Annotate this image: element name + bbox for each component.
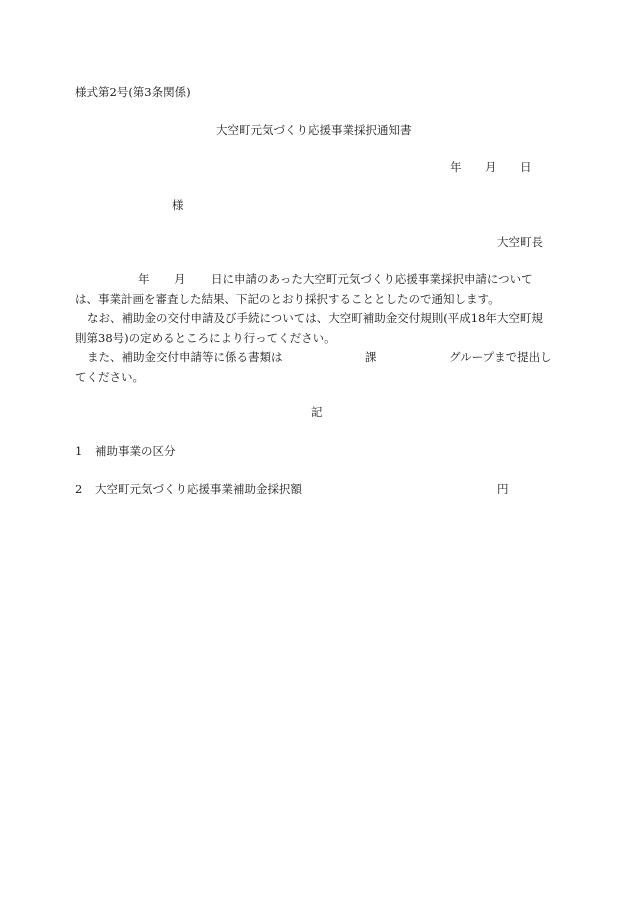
body-p1-rest: 日に申請のあった大空町元気づくり応援事業採択申請について [211,272,533,286]
date-day-label: 日 [520,160,532,174]
body-p2-line2: 則第38号)の定めるところにより行ってください。 [75,331,336,345]
item-unit: 円 [497,482,509,496]
addressee-suffix: 様 [172,198,184,212]
date-month-label: 月 [485,160,497,174]
body-p1-month: 月 [174,272,186,286]
document-title: 大空町元気づくり応援事業採択通知書 [216,123,412,137]
date-year-label: 年 [450,160,462,174]
item-number: 2 [75,482,83,496]
issuer-name: 大空町長 [497,235,543,249]
body-p2-line1: なお、補助金の交付申請及び手続については、大空町補助金交付規則(平成18年大空町規 [87,311,543,325]
body-p1-year: 年 [138,272,150,286]
body-p3-group: グループまで提出し [449,350,552,364]
body-p3-section: 課 [365,350,377,364]
body-p1-line2: は、事業計画を審査した結果、下記のとおり採択することとしたので通知します。 [75,292,500,306]
item-label: 大空町元気づくり応援事業補助金採択額 [95,482,302,496]
item-label: 補助事業の区分 [95,444,176,458]
body-p3-start: また、補助金交付申請等に係る書類は [87,350,283,364]
body-p3-line2: てください。 [75,370,144,384]
item-number: 1 [75,444,83,458]
form-number: 様式第2号(第3条関係) [75,85,191,99]
ki-heading: 記 [311,405,323,419]
